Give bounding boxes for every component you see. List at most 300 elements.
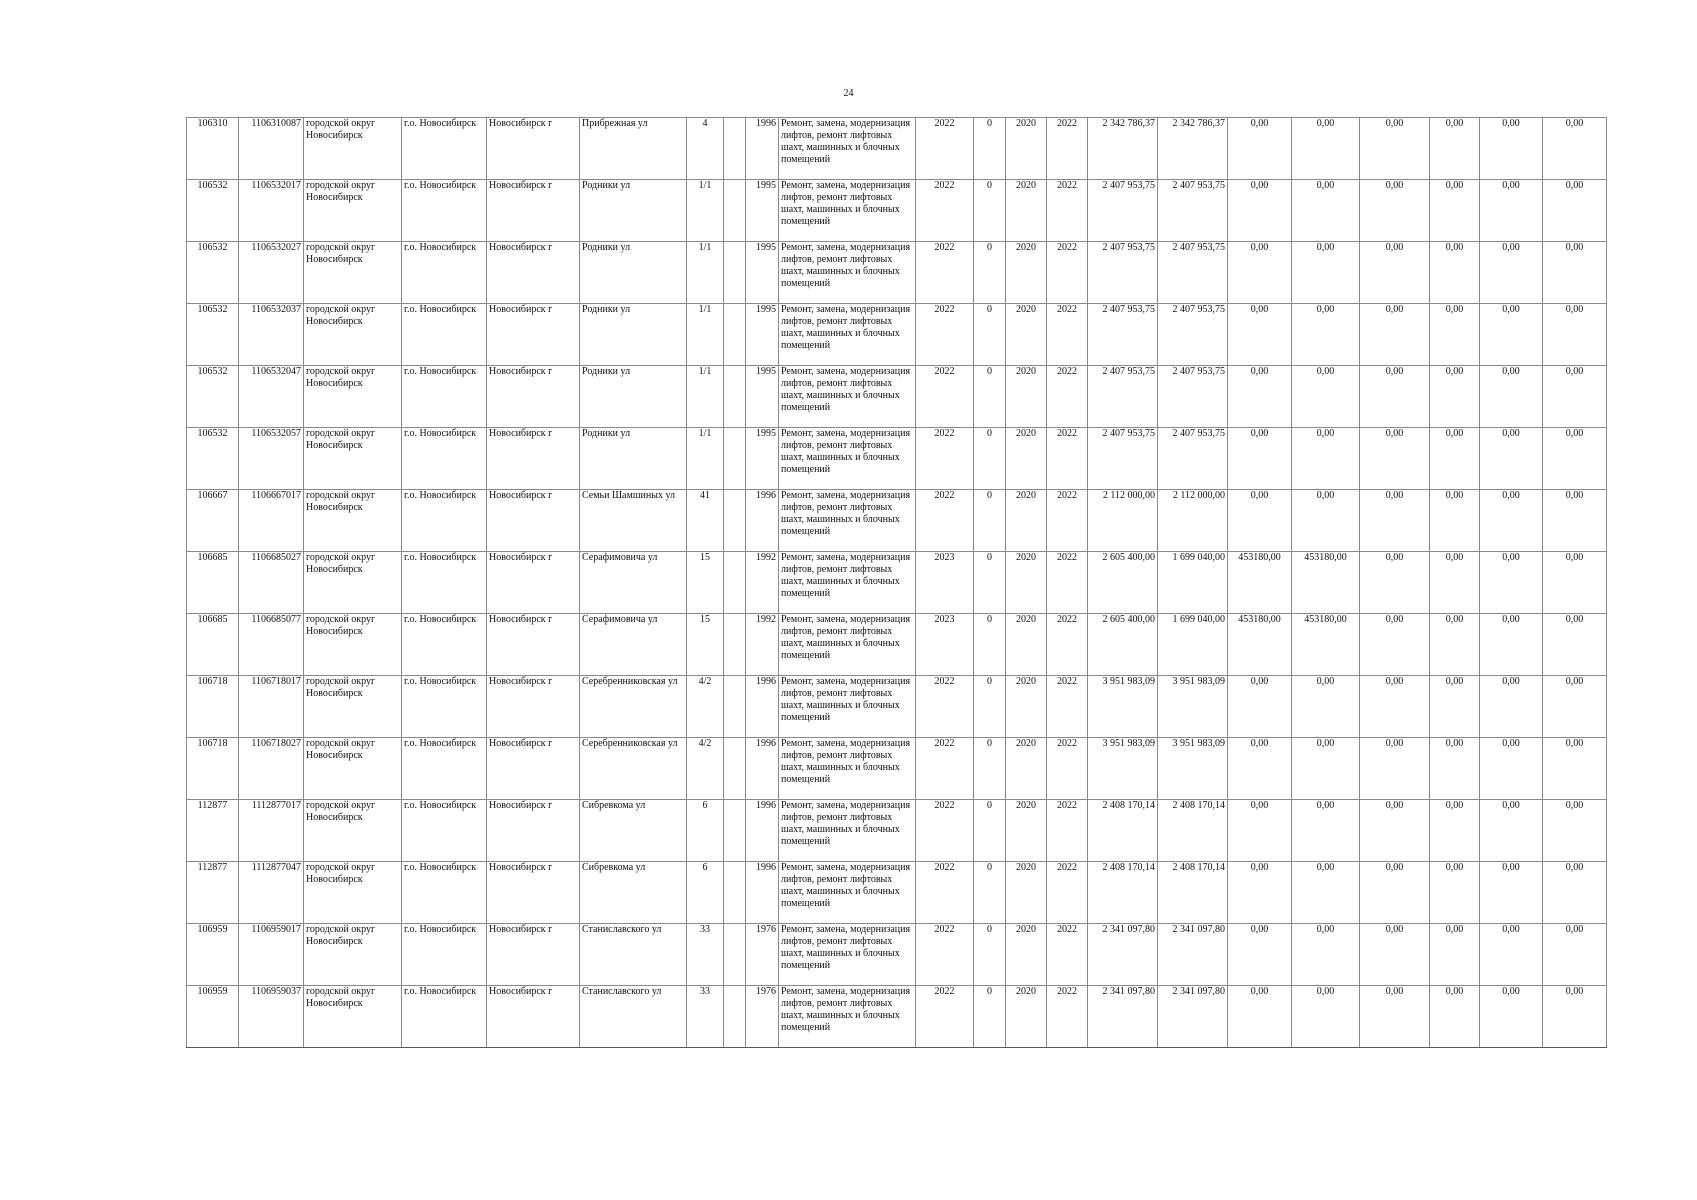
cell-other-amount-4: 0,00 bbox=[1543, 986, 1607, 1048]
cell-fund-amount: 2 407 953,75 bbox=[1158, 428, 1228, 490]
cell-start-year: 2020 bbox=[1006, 366, 1047, 428]
cell-plan-year: 2022 bbox=[916, 242, 974, 304]
table-row bbox=[187, 862, 1607, 924]
cell-other-amount-4: 0,00 bbox=[1543, 490, 1607, 552]
cell-building bbox=[724, 738, 746, 800]
cell-end-year: 2022 bbox=[1047, 614, 1088, 676]
cell-settlement: Новосибирск г bbox=[487, 242, 580, 304]
cell-total-cost: 2 341 097,80 bbox=[1088, 986, 1158, 1048]
cell-other-amount-2: 0,00 bbox=[1430, 862, 1480, 924]
register-body bbox=[187, 118, 1607, 1048]
cell-commissioning-year: 1995 bbox=[746, 304, 779, 366]
cell-street: Родники ул bbox=[580, 180, 687, 242]
cell-other-amount-4: 0,00 bbox=[1543, 552, 1607, 614]
cell-other-amount-4: 0,00 bbox=[1543, 862, 1607, 924]
cell-house-number: 1/1 bbox=[687, 366, 724, 428]
table-row bbox=[187, 304, 1607, 366]
cell-end-year: 2022 bbox=[1047, 800, 1088, 862]
cell-element-id: 1106685027 bbox=[239, 552, 304, 614]
cell-other-amount-4: 0,00 bbox=[1543, 738, 1607, 800]
cell-municipality: городской округ Новосибирск bbox=[304, 676, 402, 738]
cell-other-amount-1: 0,00 bbox=[1360, 428, 1430, 490]
cell-house-number: 15 bbox=[687, 552, 724, 614]
cell-house-number: 33 bbox=[687, 986, 724, 1048]
cell-object-id: 106959 bbox=[187, 924, 239, 986]
cell-end-year: 2022 bbox=[1047, 490, 1088, 552]
cell-subsidy-amount-2: 0,00 bbox=[1292, 862, 1360, 924]
cell-object-id: 106718 bbox=[187, 738, 239, 800]
cell-subsidy-amount-1: 0,00 bbox=[1228, 738, 1292, 800]
cell-work-type: Ремонт, замена, модернизация лифтов, ремонт лифтовых шахт, машинных и блочных помещений bbox=[779, 428, 916, 490]
cell-element-id: 1106667017 bbox=[239, 490, 304, 552]
cell-other-amount-1: 0,00 bbox=[1360, 800, 1430, 862]
cell-plan-year: 2022 bbox=[916, 304, 974, 366]
cell-street: Серебренниковская ул bbox=[580, 738, 687, 800]
cell-other-amount-2: 0,00 bbox=[1430, 242, 1480, 304]
cell-work-type: Ремонт, замена, модернизация лифтов, ремонт лифтовых шахт, машинных и блочных помещений bbox=[779, 862, 916, 924]
cell-plan-year: 2022 bbox=[916, 676, 974, 738]
cell-other-amount-2: 0,00 bbox=[1430, 428, 1480, 490]
cell-element-id: 1106532027 bbox=[239, 242, 304, 304]
cell-start-year: 2020 bbox=[1006, 490, 1047, 552]
cell-house-number: 6 bbox=[687, 800, 724, 862]
cell-work-type: Ремонт, замена, модернизация лифтов, ремонт лифтовых шахт, машинных и блочных помещений bbox=[779, 366, 916, 428]
cell-municipality: городской округ Новосибирск bbox=[304, 738, 402, 800]
cell-settlement: Новосибирск г bbox=[487, 366, 580, 428]
cell-work-type: Ремонт, замена, модернизация лифтов, ремонт лифтовых шахт, машинных и блочных помещений bbox=[779, 614, 916, 676]
cell-fund-amount: 3 951 983,09 bbox=[1158, 676, 1228, 738]
cell-street: Сибревкома ул bbox=[580, 862, 687, 924]
cell-street: Серафимовича ул bbox=[580, 614, 687, 676]
cell-municipal-district: г.о. Новосибирск bbox=[402, 924, 487, 986]
cell-settlement: Новосибирск г bbox=[487, 490, 580, 552]
cell-plan-year: 2022 bbox=[916, 924, 974, 986]
cell-start-year: 2020 bbox=[1006, 986, 1047, 1048]
cell-street: Семьи Шамшиных ул bbox=[580, 490, 687, 552]
cell-commissioning-year: 1995 bbox=[746, 180, 779, 242]
cell-other-amount-1: 0,00 bbox=[1360, 242, 1430, 304]
cell-other-amount-1: 0,00 bbox=[1360, 366, 1430, 428]
cell-other-amount-3: 0,00 bbox=[1480, 800, 1543, 862]
cell-subsidy-amount-1: 0,00 bbox=[1228, 118, 1292, 180]
cell-fund-amount: 3 951 983,09 bbox=[1158, 738, 1228, 800]
table-row bbox=[187, 614, 1607, 676]
cell-building bbox=[724, 552, 746, 614]
cell-other-amount-2: 0,00 bbox=[1430, 614, 1480, 676]
cell-settlement: Новосибирск г bbox=[487, 304, 580, 366]
cell-fund-amount: 2 407 953,75 bbox=[1158, 180, 1228, 242]
cell-work-type: Ремонт, замена, модернизация лифтов, ремонт лифтовых шахт, машинных и блочных помещений bbox=[779, 304, 916, 366]
cell-start-year: 2020 bbox=[1006, 614, 1047, 676]
cell-element-id: 1106685077 bbox=[239, 614, 304, 676]
cell-total-cost: 2 408 170,14 bbox=[1088, 862, 1158, 924]
cell-zero-flag: 0 bbox=[974, 614, 1006, 676]
cell-other-amount-4: 0,00 bbox=[1543, 614, 1607, 676]
cell-municipality: городской округ Новосибирск bbox=[304, 862, 402, 924]
cell-municipal-district: г.о. Новосибирск bbox=[402, 986, 487, 1048]
cell-subsidy-amount-1: 0,00 bbox=[1228, 800, 1292, 862]
cell-settlement: Новосибирск г bbox=[487, 614, 580, 676]
cell-other-amount-3: 0,00 bbox=[1480, 366, 1543, 428]
cell-building bbox=[724, 614, 746, 676]
cell-commissioning-year: 1995 bbox=[746, 242, 779, 304]
cell-subsidy-amount-1: 0,00 bbox=[1228, 304, 1292, 366]
cell-building bbox=[724, 490, 746, 552]
cell-end-year: 2022 bbox=[1047, 304, 1088, 366]
table-row bbox=[187, 242, 1607, 304]
cell-other-amount-2: 0,00 bbox=[1430, 738, 1480, 800]
cell-fund-amount: 2 112 000,00 bbox=[1158, 490, 1228, 552]
cell-building bbox=[724, 242, 746, 304]
cell-municipal-district: г.о. Новосибирск bbox=[402, 676, 487, 738]
cell-subsidy-amount-2: 453180,00 bbox=[1292, 552, 1360, 614]
cell-element-id: 1106959017 bbox=[239, 924, 304, 986]
cell-fund-amount: 2 407 953,75 bbox=[1158, 242, 1228, 304]
cell-element-id: 1106532017 bbox=[239, 180, 304, 242]
cell-zero-flag: 0 bbox=[974, 800, 1006, 862]
cell-building bbox=[724, 862, 746, 924]
cell-work-type: Ремонт, замена, модернизация лифтов, ремонт лифтовых шахт, машинных и блочных помещений bbox=[779, 490, 916, 552]
cell-other-amount-2: 0,00 bbox=[1430, 118, 1480, 180]
cell-plan-year: 2022 bbox=[916, 490, 974, 552]
cell-work-type: Ремонт, замена, модернизация лифтов, ремонт лифтовых шахт, машинных и блочных помещений bbox=[779, 552, 916, 614]
cell-house-number: 1/1 bbox=[687, 428, 724, 490]
cell-commissioning-year: 1996 bbox=[746, 490, 779, 552]
cell-other-amount-4: 0,00 bbox=[1543, 428, 1607, 490]
cell-settlement: Новосибирск г bbox=[487, 180, 580, 242]
cell-start-year: 2020 bbox=[1006, 800, 1047, 862]
cell-subsidy-amount-1: 453180,00 bbox=[1228, 552, 1292, 614]
cell-end-year: 2022 bbox=[1047, 924, 1088, 986]
cell-subsidy-amount-2: 0,00 bbox=[1292, 676, 1360, 738]
cell-work-type: Ремонт, замена, модернизация лифтов, ремонт лифтовых шахт, машинных и блочных помещений bbox=[779, 986, 916, 1048]
cell-fund-amount: 2 407 953,75 bbox=[1158, 304, 1228, 366]
cell-work-type: Ремонт, замена, модернизация лифтов, ремонт лифтовых шахт, машинных и блочных помещений bbox=[779, 242, 916, 304]
cell-building bbox=[724, 304, 746, 366]
cell-other-amount-1: 0,00 bbox=[1360, 304, 1430, 366]
cell-total-cost: 2 407 953,75 bbox=[1088, 428, 1158, 490]
cell-object-id: 106532 bbox=[187, 428, 239, 490]
cell-settlement: Новосибирск г bbox=[487, 862, 580, 924]
cell-zero-flag: 0 bbox=[974, 118, 1006, 180]
cell-subsidy-amount-2: 0,00 bbox=[1292, 118, 1360, 180]
cell-municipality: городской округ Новосибирск bbox=[304, 180, 402, 242]
cell-street: Родники ул bbox=[580, 242, 687, 304]
cell-settlement: Новосибирск г bbox=[487, 986, 580, 1048]
cell-commissioning-year: 1996 bbox=[746, 738, 779, 800]
cell-fund-amount: 2 408 170,14 bbox=[1158, 800, 1228, 862]
cell-end-year: 2022 bbox=[1047, 676, 1088, 738]
cell-other-amount-4: 0,00 bbox=[1543, 304, 1607, 366]
cell-zero-flag: 0 bbox=[974, 924, 1006, 986]
table-row bbox=[187, 366, 1607, 428]
cell-building bbox=[724, 924, 746, 986]
cell-element-id: 1106959037 bbox=[239, 986, 304, 1048]
cell-street: Станиславского ул bbox=[580, 924, 687, 986]
cell-zero-flag: 0 bbox=[974, 738, 1006, 800]
cell-zero-flag: 0 bbox=[974, 676, 1006, 738]
cell-element-id: 1106532057 bbox=[239, 428, 304, 490]
table-row bbox=[187, 118, 1607, 180]
cell-object-id: 106685 bbox=[187, 614, 239, 676]
table-row bbox=[187, 552, 1607, 614]
cell-commissioning-year: 1992 bbox=[746, 552, 779, 614]
cell-element-id: 1112877017 bbox=[239, 800, 304, 862]
cell-end-year: 2022 bbox=[1047, 180, 1088, 242]
cell-object-id: 106532 bbox=[187, 366, 239, 428]
cell-other-amount-3: 0,00 bbox=[1480, 490, 1543, 552]
cell-street: Серебренниковская ул bbox=[580, 676, 687, 738]
cell-other-amount-1: 0,00 bbox=[1360, 986, 1430, 1048]
cell-municipality: городской округ Новосибирск bbox=[304, 366, 402, 428]
cell-settlement: Новосибирск г bbox=[487, 552, 580, 614]
cell-subsidy-amount-2: 0,00 bbox=[1292, 738, 1360, 800]
cell-plan-year: 2022 bbox=[916, 738, 974, 800]
cell-subsidy-amount-1: 0,00 bbox=[1228, 862, 1292, 924]
cell-element-id: 1106532037 bbox=[239, 304, 304, 366]
cell-end-year: 2022 bbox=[1047, 986, 1088, 1048]
cell-other-amount-3: 0,00 bbox=[1480, 428, 1543, 490]
cell-subsidy-amount-2: 0,00 bbox=[1292, 800, 1360, 862]
table-row bbox=[187, 738, 1607, 800]
cell-work-type: Ремонт, замена, модернизация лифтов, ремонт лифтовых шахт, машинных и блочных помещений bbox=[779, 924, 916, 986]
cell-plan-year: 2022 bbox=[916, 986, 974, 1048]
cell-municipal-district: г.о. Новосибирск bbox=[402, 490, 487, 552]
cell-start-year: 2020 bbox=[1006, 924, 1047, 986]
cell-municipality: городской округ Новосибирск bbox=[304, 304, 402, 366]
cell-fund-amount: 2 341 097,80 bbox=[1158, 924, 1228, 986]
cell-other-amount-1: 0,00 bbox=[1360, 180, 1430, 242]
cell-zero-flag: 0 bbox=[974, 552, 1006, 614]
cell-building bbox=[724, 676, 746, 738]
cell-zero-flag: 0 bbox=[974, 304, 1006, 366]
cell-element-id: 1106532047 bbox=[239, 366, 304, 428]
cell-subsidy-amount-1: 0,00 bbox=[1228, 428, 1292, 490]
table-row bbox=[187, 180, 1607, 242]
cell-other-amount-3: 0,00 bbox=[1480, 242, 1543, 304]
cell-zero-flag: 0 bbox=[974, 490, 1006, 552]
cell-zero-flag: 0 bbox=[974, 180, 1006, 242]
table-row bbox=[187, 428, 1607, 490]
cell-plan-year: 2022 bbox=[916, 428, 974, 490]
cell-street: Станиславского ул bbox=[580, 986, 687, 1048]
cell-municipality: городской округ Новосибирск bbox=[304, 490, 402, 552]
cell-zero-flag: 0 bbox=[974, 986, 1006, 1048]
cell-other-amount-2: 0,00 bbox=[1430, 986, 1480, 1048]
cell-subsidy-amount-1: 0,00 bbox=[1228, 676, 1292, 738]
cell-fund-amount: 2 341 097,80 bbox=[1158, 986, 1228, 1048]
cell-object-id: 112877 bbox=[187, 862, 239, 924]
cell-other-amount-3: 0,00 bbox=[1480, 676, 1543, 738]
repair-register-table bbox=[186, 117, 1607, 1048]
cell-municipal-district: г.о. Новосибирск bbox=[402, 614, 487, 676]
cell-total-cost: 2 407 953,75 bbox=[1088, 180, 1158, 242]
cell-street: Сибревкома ул bbox=[580, 800, 687, 862]
cell-other-amount-2: 0,00 bbox=[1430, 800, 1480, 862]
cell-other-amount-1: 0,00 bbox=[1360, 924, 1430, 986]
cell-other-amount-4: 0,00 bbox=[1543, 924, 1607, 986]
cell-end-year: 2022 bbox=[1047, 738, 1088, 800]
cell-plan-year: 2023 bbox=[916, 552, 974, 614]
cell-other-amount-3: 0,00 bbox=[1480, 304, 1543, 366]
cell-municipal-district: г.о. Новосибирск bbox=[402, 118, 487, 180]
cell-subsidy-amount-1: 0,00 bbox=[1228, 366, 1292, 428]
cell-subsidy-amount-2: 0,00 bbox=[1292, 986, 1360, 1048]
cell-house-number: 6 bbox=[687, 862, 724, 924]
cell-end-year: 2022 bbox=[1047, 366, 1088, 428]
cell-house-number: 4 bbox=[687, 118, 724, 180]
cell-start-year: 2020 bbox=[1006, 428, 1047, 490]
cell-start-year: 2020 bbox=[1006, 180, 1047, 242]
cell-subsidy-amount-2: 453180,00 bbox=[1292, 614, 1360, 676]
cell-street: Серафимовича ул bbox=[580, 552, 687, 614]
cell-other-amount-3: 0,00 bbox=[1480, 862, 1543, 924]
cell-commissioning-year: 1995 bbox=[746, 366, 779, 428]
cell-total-cost: 2 407 953,75 bbox=[1088, 304, 1158, 366]
cell-total-cost: 2 341 097,80 bbox=[1088, 924, 1158, 986]
cell-municipality: городской округ Новосибирск bbox=[304, 986, 402, 1048]
cell-commissioning-year: 1996 bbox=[746, 676, 779, 738]
cell-other-amount-2: 0,00 bbox=[1430, 552, 1480, 614]
cell-fund-amount: 2 408 170,14 bbox=[1158, 862, 1228, 924]
cell-zero-flag: 0 bbox=[974, 428, 1006, 490]
cell-settlement: Новосибирск г bbox=[487, 118, 580, 180]
cell-end-year: 2022 bbox=[1047, 862, 1088, 924]
cell-object-id: 106532 bbox=[187, 304, 239, 366]
cell-fund-amount: 2 342 786,37 bbox=[1158, 118, 1228, 180]
cell-start-year: 2020 bbox=[1006, 676, 1047, 738]
cell-municipal-district: г.о. Новосибирск bbox=[402, 242, 487, 304]
cell-street: Родники ул bbox=[580, 428, 687, 490]
cell-other-amount-1: 0,00 bbox=[1360, 490, 1430, 552]
cell-house-number: 1/1 bbox=[687, 180, 724, 242]
cell-subsidy-amount-1: 0,00 bbox=[1228, 242, 1292, 304]
cell-other-amount-3: 0,00 bbox=[1480, 986, 1543, 1048]
cell-work-type: Ремонт, замена, модернизация лифтов, ремонт лифтовых шахт, машинных и блочных помещений bbox=[779, 676, 916, 738]
cell-object-id: 106532 bbox=[187, 180, 239, 242]
cell-building bbox=[724, 118, 746, 180]
cell-total-cost: 2 605 400,00 bbox=[1088, 614, 1158, 676]
cell-total-cost: 2 407 953,75 bbox=[1088, 242, 1158, 304]
cell-element-id: 1106718017 bbox=[239, 676, 304, 738]
cell-subsidy-amount-2: 0,00 bbox=[1292, 924, 1360, 986]
cell-subsidy-amount-2: 0,00 bbox=[1292, 304, 1360, 366]
cell-subsidy-amount-1: 0,00 bbox=[1228, 490, 1292, 552]
cell-commissioning-year: 1996 bbox=[746, 800, 779, 862]
cell-other-amount-1: 0,00 bbox=[1360, 676, 1430, 738]
cell-commissioning-year: 1976 bbox=[746, 924, 779, 986]
cell-other-amount-2: 0,00 bbox=[1430, 366, 1480, 428]
cell-building bbox=[724, 180, 746, 242]
cell-municipal-district: г.о. Новосибирск bbox=[402, 552, 487, 614]
cell-other-amount-2: 0,00 bbox=[1430, 676, 1480, 738]
cell-settlement: Новосибирск г bbox=[487, 676, 580, 738]
cell-municipality: городской округ Новосибирск bbox=[304, 924, 402, 986]
cell-start-year: 2020 bbox=[1006, 118, 1047, 180]
cell-object-id: 106685 bbox=[187, 552, 239, 614]
cell-element-id: 1106310087 bbox=[239, 118, 304, 180]
cell-other-amount-4: 0,00 bbox=[1543, 180, 1607, 242]
cell-object-id: 106310 bbox=[187, 118, 239, 180]
cell-start-year: 2020 bbox=[1006, 738, 1047, 800]
cell-building bbox=[724, 428, 746, 490]
cell-start-year: 2020 bbox=[1006, 862, 1047, 924]
cell-start-year: 2020 bbox=[1006, 242, 1047, 304]
cell-subsidy-amount-2: 0,00 bbox=[1292, 490, 1360, 552]
cell-municipality: городской округ Новосибирск bbox=[304, 118, 402, 180]
cell-fund-amount: 1 699 040,00 bbox=[1158, 552, 1228, 614]
cell-house-number: 4/2 bbox=[687, 738, 724, 800]
cell-subsidy-amount-1: 0,00 bbox=[1228, 924, 1292, 986]
cell-total-cost: 3 951 983,09 bbox=[1088, 676, 1158, 738]
cell-subsidy-amount-2: 0,00 bbox=[1292, 428, 1360, 490]
cell-total-cost: 2 605 400,00 bbox=[1088, 552, 1158, 614]
page-number: 24 bbox=[843, 88, 854, 99]
cell-other-amount-1: 0,00 bbox=[1360, 738, 1430, 800]
cell-other-amount-4: 0,00 bbox=[1543, 242, 1607, 304]
cell-municipal-district: г.о. Новосибирск bbox=[402, 304, 487, 366]
cell-municipality: городской округ Новосибирск bbox=[304, 614, 402, 676]
cell-zero-flag: 0 bbox=[974, 862, 1006, 924]
cell-other-amount-1: 0,00 bbox=[1360, 118, 1430, 180]
table-row bbox=[187, 800, 1607, 862]
cell-total-cost: 2 112 000,00 bbox=[1088, 490, 1158, 552]
cell-zero-flag: 0 bbox=[974, 366, 1006, 428]
cell-work-type: Ремонт, замена, модернизация лифтов, ремонт лифтовых шахт, машинных и блочных помещений bbox=[779, 800, 916, 862]
cell-settlement: Новосибирск г bbox=[487, 924, 580, 986]
cell-subsidy-amount-1: 453180,00 bbox=[1228, 614, 1292, 676]
cell-work-type: Ремонт, замена, модернизация лифтов, ремонт лифтовых шахт, машинных и блочных помещений bbox=[779, 180, 916, 242]
cell-fund-amount: 1 699 040,00 bbox=[1158, 614, 1228, 676]
cell-total-cost: 2 408 170,14 bbox=[1088, 800, 1158, 862]
cell-other-amount-4: 0,00 bbox=[1543, 676, 1607, 738]
cell-total-cost: 3 951 983,09 bbox=[1088, 738, 1158, 800]
table-row bbox=[187, 924, 1607, 986]
cell-plan-year: 2022 bbox=[916, 366, 974, 428]
cell-other-amount-4: 0,00 bbox=[1543, 118, 1607, 180]
cell-building bbox=[724, 366, 746, 428]
cell-work-type: Ремонт, замена, модернизация лифтов, ремонт лифтовых шахт, машинных и блочных помещений bbox=[779, 738, 916, 800]
cell-building bbox=[724, 800, 746, 862]
cell-subsidy-amount-1: 0,00 bbox=[1228, 180, 1292, 242]
cell-plan-year: 2022 bbox=[916, 118, 974, 180]
cell-house-number: 1/1 bbox=[687, 242, 724, 304]
cell-zero-flag: 0 bbox=[974, 242, 1006, 304]
cell-object-id: 106532 bbox=[187, 242, 239, 304]
cell-municipal-district: г.о. Новосибирск bbox=[402, 800, 487, 862]
cell-end-year: 2022 bbox=[1047, 118, 1088, 180]
cell-fund-amount: 2 407 953,75 bbox=[1158, 366, 1228, 428]
cell-object-id: 106718 bbox=[187, 676, 239, 738]
cell-plan-year: 2023 bbox=[916, 614, 974, 676]
cell-house-number: 1/1 bbox=[687, 304, 724, 366]
cell-other-amount-2: 0,00 bbox=[1430, 180, 1480, 242]
cell-total-cost: 2 342 786,37 bbox=[1088, 118, 1158, 180]
cell-commissioning-year: 1996 bbox=[746, 118, 779, 180]
cell-commissioning-year: 1976 bbox=[746, 986, 779, 1048]
cell-municipal-district: г.о. Новосибирск bbox=[402, 366, 487, 428]
cell-end-year: 2022 bbox=[1047, 242, 1088, 304]
cell-settlement: Новосибирск г bbox=[487, 428, 580, 490]
cell-element-id: 1106718027 bbox=[239, 738, 304, 800]
cell-other-amount-1: 0,00 bbox=[1360, 552, 1430, 614]
cell-settlement: Новосибирск г bbox=[487, 738, 580, 800]
cell-element-id: 1112877047 bbox=[239, 862, 304, 924]
cell-other-amount-1: 0,00 bbox=[1360, 614, 1430, 676]
table-row bbox=[187, 676, 1607, 738]
cell-other-amount-4: 0,00 bbox=[1543, 366, 1607, 428]
cell-municipality: городской округ Новосибирск bbox=[304, 552, 402, 614]
